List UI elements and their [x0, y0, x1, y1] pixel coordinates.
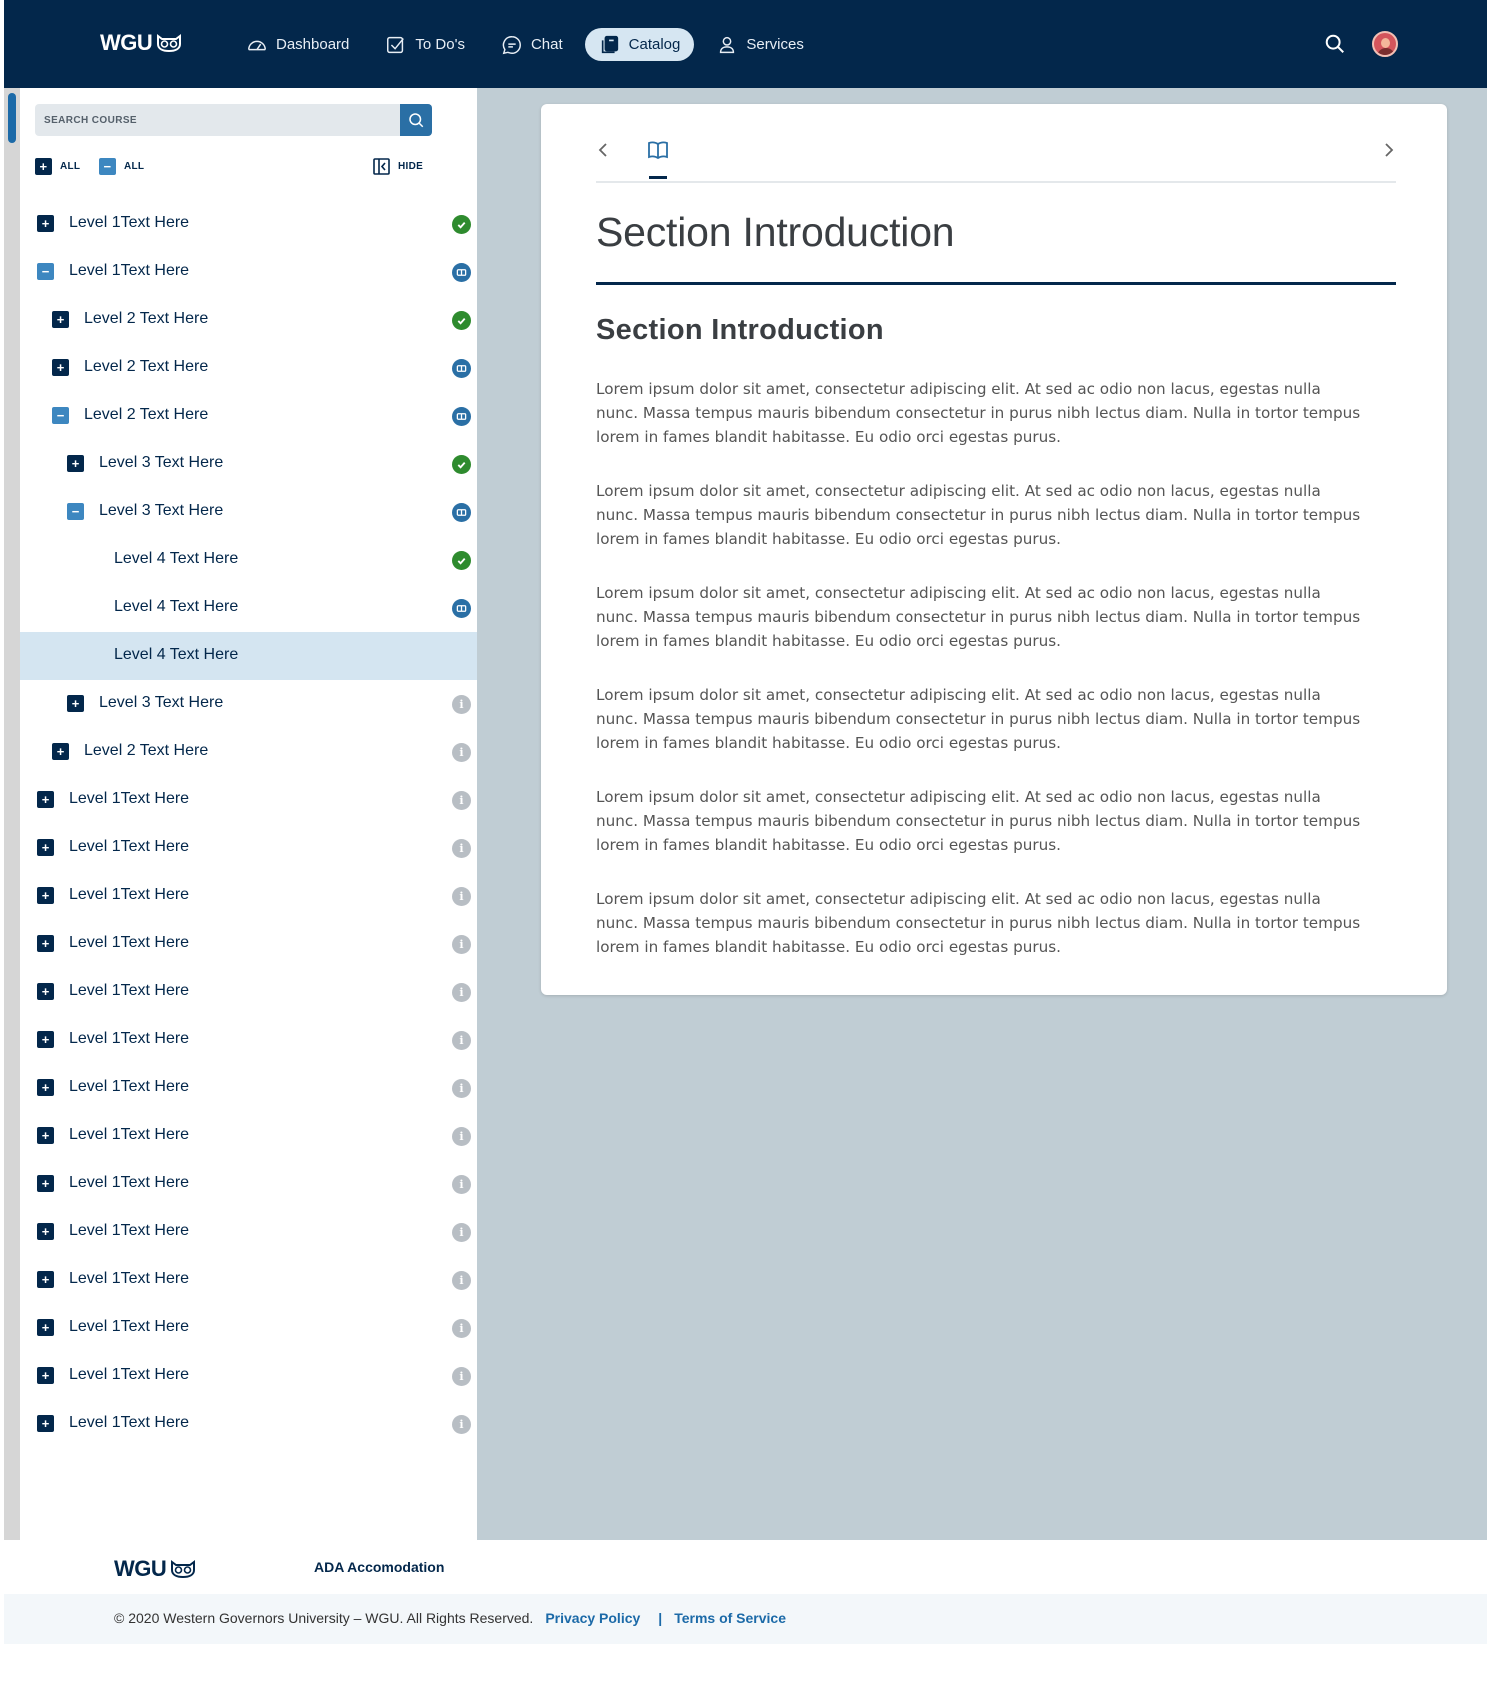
expand-plus-icon[interactable]: + — [37, 1223, 54, 1240]
expand-plus-icon[interactable]: + — [37, 1415, 54, 1432]
owl-icon — [170, 1560, 196, 1578]
tree-row-level-2[interactable] — [20, 344, 477, 392]
info-icon: i — [452, 1415, 471, 1434]
paragraph: Lorem ipsum dolor sit amet, consectetur adipiscing elit. At sed ac odio non lacus, egestas nulla nunc. Massa tempus mauris bibendum consectetur in purus nibh lectus diam. Nulla in tortor tempus lorem in fames blandit habitasse. Eu odio orci egestas purus. — [596, 584, 1361, 650]
info-icon: i — [452, 1175, 471, 1194]
collapse-all-button[interactable] — [99, 158, 144, 175]
nav-label: Services — [746, 36, 804, 53]
search-icon — [407, 111, 425, 129]
tree-item-label: Level 2 Text Here — [84, 358, 209, 375]
expand-plus-icon[interactable]: + — [37, 1367, 54, 1384]
main-nav — [232, 28, 826, 61]
nav-catalog[interactable] — [585, 28, 695, 61]
tree-row-level-1[interactable] — [20, 1208, 477, 1256]
tree-item-label: Level 4 Text Here — [114, 646, 239, 663]
catalog-icon — [599, 34, 621, 56]
tree-row-level-1[interactable] — [20, 968, 477, 1016]
minus-icon: − — [99, 158, 116, 175]
tree-row-level-3[interactable] — [20, 488, 477, 536]
completed-check-icon — [452, 215, 471, 234]
nav-services[interactable] — [702, 28, 818, 61]
expand-plus-icon[interactable]: + — [37, 839, 54, 856]
page-title: Section Introduction — [596, 209, 955, 255]
copyright-line — [114, 1610, 786, 1626]
content-nav — [596, 134, 1396, 183]
tree-row-level-1[interactable] — [20, 872, 477, 920]
privacy-policy-link[interactable]: Privacy Policy — [545, 1610, 641, 1626]
tree-item-label: Level 1Text Here — [69, 1078, 190, 1095]
in-progress-book-icon — [452, 503, 471, 522]
info-icon: i — [452, 791, 471, 810]
nav-dashboard[interactable] — [232, 28, 363, 61]
paragraph: Lorem ipsum dolor sit amet, consectetur adipiscing elit. At sed ac odio non lacus, egestas nulla nunc. Massa tempus mauris bibendum consectetur in purus nibh lectus diam. Nulla in tortor tempus lorem in fames blandit habitasse. Eu odio orci egestas purus. — [596, 380, 1361, 446]
search-course-button[interactable] — [400, 104, 432, 136]
expand-plus-icon[interactable]: + — [67, 455, 84, 472]
tree-row-level-1[interactable] — [20, 920, 477, 968]
tree-item-label: Level 1Text Here — [69, 1270, 190, 1287]
paragraph: Lorem ipsum dolor sit amet, consectetur adipiscing elit. At sed ac odio non lacus, egestas nulla nunc. Massa tempus mauris bibendum consectetur in purus nibh lectus diam. Nulla in tortor tempus lorem in fames blandit habitasse. Eu odio orci egestas purus. — [596, 482, 1361, 548]
tree-item-label: Level 1Text Here — [69, 1126, 190, 1143]
nav-label: To Do's — [415, 36, 465, 53]
plus-icon: + — [35, 158, 52, 175]
tree-row-level-1[interactable] — [20, 1160, 477, 1208]
logo-text: WGU — [100, 30, 153, 55]
info-icon: i — [452, 1031, 471, 1050]
expand-plus-icon[interactable]: + — [52, 359, 69, 376]
content-card — [541, 104, 1447, 995]
tree-item-label: Level 1Text Here — [69, 1030, 190, 1047]
course-tree — [20, 200, 477, 1448]
book-icon[interactable] — [646, 138, 670, 162]
avatar-body — [1377, 48, 1395, 57]
expand-plus-icon[interactable]: + — [37, 215, 54, 232]
info-icon: i — [452, 695, 471, 714]
tree-item-label: Level 1Text Here — [69, 934, 190, 951]
search-course-input[interactable] — [35, 104, 400, 136]
tree-row-level-1[interactable] — [20, 824, 477, 872]
chevron-right-icon[interactable] — [1376, 138, 1400, 162]
expand-plus-icon[interactable]: + — [37, 1319, 54, 1336]
info-icon: i — [452, 983, 471, 1002]
top-navigation-bar — [4, 0, 1487, 88]
tree-row-level-4[interactable] — [20, 584, 477, 632]
tree-row-level-2[interactable] — [20, 392, 477, 440]
nav-todos[interactable] — [371, 28, 479, 61]
person-icon — [716, 34, 738, 56]
tree-row-level-1[interactable] — [20, 1304, 477, 1352]
tree-item-label: Level 1Text Here — [69, 982, 190, 999]
section-heading: Section Introduction — [596, 314, 884, 346]
info-icon: i — [452, 839, 471, 858]
tree-item-label: Level 1Text Here — [69, 790, 190, 807]
course-sidebar — [20, 88, 477, 1540]
tree-controls — [35, 158, 445, 176]
course-search — [35, 104, 432, 136]
tree-row-level-3[interactable] — [20, 440, 477, 488]
sidebar-scroll-track — [4, 88, 477, 1540]
expand-plus-icon[interactable]: + — [52, 743, 69, 760]
tree-item-label: Level 3 Text Here — [99, 502, 224, 519]
tree-row-level-1[interactable] — [20, 200, 477, 248]
chat-bubble-icon — [501, 34, 523, 56]
expand-plus-icon[interactable]: + — [37, 1271, 54, 1288]
tree-row-level-1[interactable] — [20, 1016, 477, 1064]
expand-plus-icon[interactable]: + — [37, 1175, 54, 1192]
tree-item-label: Level 4 Text Here — [114, 598, 239, 615]
info-icon: i — [452, 1367, 471, 1386]
info-icon: i — [452, 887, 471, 906]
footer-separator: | — [658, 1610, 663, 1626]
terms-of-service-link[interactable]: Terms of Service — [674, 1610, 786, 1626]
hide-label: HIDE — [398, 161, 424, 172]
nav-label: Dashboard — [276, 36, 350, 53]
tree-row-level-1[interactable] — [20, 248, 477, 296]
nav-label: Chat — [530, 36, 563, 53]
collapse-panel-icon — [373, 158, 390, 175]
tree-row-level-1[interactable] — [20, 1112, 477, 1160]
completed-check-icon — [452, 455, 471, 474]
completed-check-icon — [452, 551, 471, 570]
tree-item-label: Level 1Text Here — [69, 1414, 190, 1431]
expand-plus-icon[interactable]: + — [52, 311, 69, 328]
hide-sidebar-button[interactable] — [373, 158, 423, 175]
checkbox-icon — [385, 34, 407, 56]
info-icon: i — [452, 1271, 471, 1290]
footer-bottom — [4, 1594, 1487, 1644]
active-tab-indicator — [649, 176, 667, 179]
expand-plus-icon[interactable]: + — [37, 935, 54, 952]
search-icon[interactable] — [1324, 33, 1346, 55]
tree-item-label: Level 1Text Here — [69, 1318, 190, 1335]
nav-chat[interactable] — [487, 28, 577, 61]
tree-item-label: Level 2 Text Here — [84, 406, 209, 423]
tree-row-level-1[interactable] — [20, 1064, 477, 1112]
avatar-face — [1381, 38, 1390, 48]
expand-all-button[interactable] — [35, 158, 80, 175]
info-icon: i — [452, 1319, 471, 1338]
expand-plus-icon[interactable]: + — [37, 887, 54, 904]
tree-item-label: Level 1Text Here — [69, 838, 190, 855]
expand-plus-icon[interactable]: + — [37, 1079, 54, 1096]
completed-check-icon — [452, 311, 471, 330]
wgu-logo[interactable] — [100, 30, 182, 56]
paragraph: Lorem ipsum dolor sit amet, consectetur adipiscing elit. At sed ac odio non lacus, egestas nulla nunc. Massa tempus mauris bibendum consectetur in purus nibh lectus diam. Nulla in tortor tempus lorem in fames blandit habitasse. Eu odio orci egestas purus. — [596, 890, 1361, 956]
tree-item-label: Level 3 Text Here — [99, 694, 224, 711]
footer-logo[interactable] — [114, 1556, 196, 1582]
paragraph: Lorem ipsum dolor sit amet, consectetur adipiscing elit. At sed ac odio non lacus, egestas nulla nunc. Massa tempus mauris bibendum consectetur in purus nibh lectus diam. Nulla in tortor tempus lorem in fames blandit habitasse. Eu odio orci egestas purus. — [596, 788, 1361, 854]
owl-icon — [156, 34, 182, 52]
sidebar-scrollbar-thumb[interactable] — [8, 93, 16, 143]
tree-item-label: Level 3 Text Here — [99, 454, 224, 471]
tree-item-label: Level 1Text Here — [69, 1366, 190, 1383]
info-icon: i — [452, 1127, 471, 1146]
body-text — [596, 377, 1366, 989]
nav-label: Catalog — [628, 36, 681, 53]
expand-all-label: ALL — [60, 161, 81, 172]
tree-row-level-2[interactable] — [20, 296, 477, 344]
gauge-icon — [246, 34, 268, 56]
expand-plus-icon[interactable]: + — [37, 791, 54, 808]
tree-row-level-4[interactable] — [20, 632, 510, 680]
tree-item-label: Level 4 Text Here — [114, 550, 239, 567]
chevron-left-icon[interactable] — [592, 138, 616, 162]
tree-row-level-1[interactable] — [20, 776, 477, 824]
user-avatar[interactable] — [1372, 31, 1398, 57]
paragraph: Lorem ipsum dolor sit amet, consectetur adipiscing elit. At sed ac odio non lacus, egestas nulla nunc. Massa tempus mauris bibendum consectetur in purus nibh lectus diam. Nulla in tortor tempus lorem in fames blandit habitasse. Eu odio orci egestas purus. — [596, 686, 1361, 752]
info-icon: i — [452, 1223, 471, 1242]
tree-item-label: Level 1Text Here — [69, 1222, 190, 1239]
in-progress-book-icon — [452, 263, 471, 282]
info-icon: i — [452, 935, 471, 954]
footer-top — [4, 1540, 1487, 1594]
tree-row-level-1[interactable] — [20, 1352, 477, 1400]
expand-plus-icon[interactable]: + — [67, 695, 84, 712]
title-divider — [596, 282, 1396, 285]
info-icon: i — [452, 1079, 471, 1098]
footer-logo-text: WGU — [114, 1556, 167, 1581]
expand-plus-icon[interactable]: + — [37, 1127, 54, 1144]
tree-row-level-2[interactable] — [20, 728, 477, 776]
tree-item-label: Level 2 Text Here — [84, 742, 209, 759]
tree-item-label: Level 2 Text Here — [84, 310, 209, 327]
collapse-minus-icon[interactable]: − — [67, 503, 84, 520]
tree-row-level-1[interactable] — [20, 1256, 477, 1304]
collapse-all-label: ALL — [124, 161, 145, 172]
copyright-text: © 2020 Western Governors University – WGU. All Rights Reserved. — [114, 1610, 534, 1626]
expand-plus-icon[interactable]: + — [37, 983, 54, 1000]
tree-item-label: Level 1Text Here — [69, 262, 190, 279]
tree-item-label: Level 1Text Here — [69, 1174, 190, 1191]
in-progress-book-icon — [452, 359, 471, 378]
info-icon: i — [452, 743, 471, 762]
ada-accommodation-link[interactable]: ADA Accomodation — [314, 1559, 445, 1575]
tree-row-level-3[interactable] — [20, 680, 477, 728]
tree-row-level-4[interactable] — [20, 536, 477, 584]
tree-item-label: Level 1Text Here — [69, 886, 190, 903]
in-progress-book-icon — [452, 599, 471, 618]
collapse-minus-icon[interactable]: − — [37, 263, 54, 280]
collapse-minus-icon[interactable]: − — [52, 407, 69, 424]
tree-row-level-1[interactable] — [20, 1400, 477, 1448]
tree-item-label: Level 1Text Here — [69, 214, 190, 231]
expand-plus-icon[interactable]: + — [37, 1031, 54, 1048]
in-progress-book-icon — [452, 407, 471, 426]
